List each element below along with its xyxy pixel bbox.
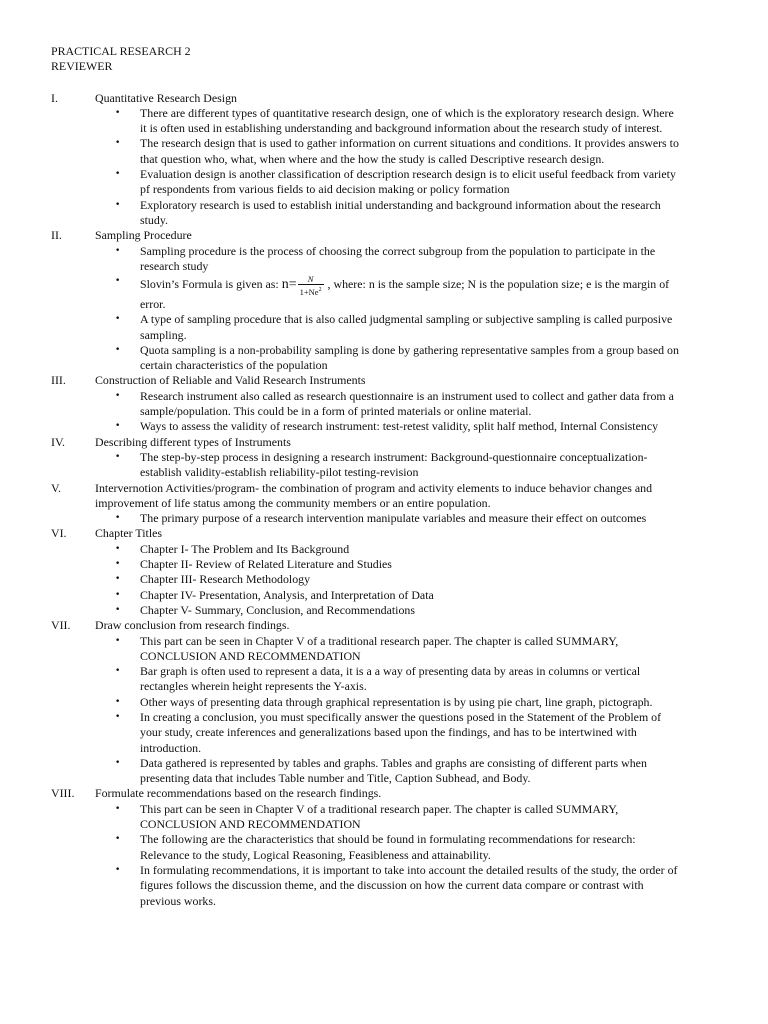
section-title: Intervernotion Activities/program- the combination of program and activity elements to induce behavior changes and improvement of life status among the community members or an entire population. xyxy=(95,480,653,510)
formula-denominator: 1+Ne xyxy=(299,286,319,297)
bullet-item: • The research design that is used to gather information on current situations and conditions. It provides answers to that question who, what, when where and the how the study is called Descriptive research design. xyxy=(140,136,682,167)
outline-section xyxy=(51,373,682,434)
bullet-list xyxy=(51,802,682,909)
outline-section xyxy=(51,435,682,481)
bullet-list xyxy=(51,450,682,481)
formula-numerator: N xyxy=(298,274,324,285)
section-numeral: V. xyxy=(51,480,62,495)
bullet-item: • Ways to assess the validity of research instrument: test-retest validity, split half method, Internal Consistency xyxy=(140,419,682,434)
bullet-item: • Chapter II- Review of Related Literature and Studies xyxy=(140,557,682,572)
section-title: Draw conclusion from research findings. xyxy=(95,618,290,633)
section-title: Describing different types of Instruments xyxy=(95,434,291,449)
bullet-item: • Chapter III- Research Methodology xyxy=(140,572,682,587)
bullet-item: • In formulating recommendations, it is important to take into account the detailed results of the study, the order of figures follows the discussion theme, and the discussion on how the current data compare or contrast with previous works. xyxy=(140,863,682,909)
bullet-item: • Sampling procedure is the process of choosing the correct subgroup from the population to participate in the research study xyxy=(140,244,682,275)
bullet-list xyxy=(51,389,682,435)
document-title xyxy=(51,44,682,75)
bullet-item: • This part can be seen in Chapter V of a traditional research paper. The chapter is called SUMMARY, CONCLUSION AND RECOMMENDATION xyxy=(140,802,682,833)
section-heading xyxy=(51,435,682,450)
slovin-formula-item xyxy=(140,274,682,312)
section-heading xyxy=(51,481,682,512)
bullet-item: • Other ways of presenting data through graphical representation is by using pie chart, line graph, pictograph. xyxy=(140,695,682,710)
formula-exponent: 2 xyxy=(318,287,322,294)
section-numeral: III. xyxy=(51,373,66,388)
outline-section xyxy=(51,526,682,618)
bullet-list xyxy=(51,106,682,228)
section-heading xyxy=(51,373,682,388)
bullet-list xyxy=(51,244,682,374)
bullet-item: • The following are the characteristics that should be found in formulating recommendations for research: Relevance to the study, Logical Reasoning, Feasibleness and attainability. xyxy=(140,832,682,863)
bullet-item: • In creating a conclusion, you must specifically answer the questions posed in the Statement of the Problem of your study, create inferences and generalizations based upon the findings, and has to be intertwined with introduction. xyxy=(140,710,682,756)
bullet-item: • The primary purpose of a research intervention manipulate variables and measure their effect on outcomes xyxy=(140,511,682,526)
bullet-item: • There are different types of quantitative research design, one of which is the exploratory research design. Where it is often used in establishing understanding and background information about the research study of interest. xyxy=(140,106,682,137)
section-numeral: I. xyxy=(51,90,58,105)
bullet-item: • This part can be seen in Chapter V of a traditional research paper. The chapter is called SUMMARY, CONCLUSION AND RECOMMENDATION xyxy=(140,634,682,665)
outline-section xyxy=(51,618,682,786)
section-heading xyxy=(51,228,682,243)
bullet-item: • Evaluation design is another classification of description research design is to elicit useful feedback from variety pf respondents from various fields to aid decision making or policy formation xyxy=(140,167,682,198)
section-title: Chapter Titles xyxy=(95,526,163,541)
formula-n-equals: n= xyxy=(281,277,297,293)
title-line-2: REVIEWER xyxy=(51,59,113,74)
section-numeral: II. xyxy=(51,228,62,243)
section-title: Quantitative Research Design xyxy=(95,90,237,105)
outline-sections xyxy=(51,91,682,909)
section-numeral: VII. xyxy=(51,618,71,633)
outline-section xyxy=(51,786,682,908)
section-numeral: VI. xyxy=(51,526,67,541)
section-heading xyxy=(51,91,682,106)
section-title: Construction of Reliable and Valid Research Instruments xyxy=(95,373,366,388)
section-numeral: IV. xyxy=(51,434,65,449)
section-heading xyxy=(51,786,682,801)
section-numeral: VIII. xyxy=(51,786,75,801)
bullet-item: • Bar graph is often used to represent a data, it is a a way of presenting data by areas in columns or vertical rectangles wherein height represents the Y-axis. xyxy=(140,664,682,695)
bullet-item: • Quota sampling is a non-probability sampling is done by gathering representative samples from a group based on certain characteristics of the population xyxy=(140,343,682,374)
section-heading xyxy=(51,618,682,633)
outline-section xyxy=(51,228,682,373)
formula-suffix: , where: n is the sample size; N is the population size; e is the margin of error. xyxy=(140,277,670,311)
title-line-1: PRACTICAL RESEARCH 2 xyxy=(51,44,191,58)
outline-section xyxy=(51,91,682,229)
section-heading xyxy=(51,526,682,541)
bullet-list xyxy=(51,511,682,526)
bullet-item: • Chapter IV- Presentation, Analysis, and Interpretation of Data xyxy=(140,588,682,603)
bullet-item: • Exploratory research is used to establish initial understanding and background information about the research study. xyxy=(140,198,682,229)
formula-fraction xyxy=(298,274,324,297)
bullet-list xyxy=(51,542,682,618)
bullet-item: • Research instrument also called as research questionnaire is an instrument used to collect and gather data from a sample/population. This could be in a form of printed materials or online material. xyxy=(140,389,682,420)
bullet-item: • The step-by-step process in designing a research instrument: Background-questionnaire conceptualization-establish validity-establish reliability-pilot testing-revision xyxy=(140,450,682,481)
section-title: Formulate recommendations based on the research findings. xyxy=(95,786,382,801)
formula-prefix: Slovin’s Formula is given as: xyxy=(140,277,282,292)
bullet-item: • Data gathered is represented by tables and graphs. Tables and graphs are consisting of different parts when presenting data that includes Table number and Title, Caption Subhead, and Body. xyxy=(140,756,682,787)
outline-section xyxy=(51,481,682,527)
bullet-item: • A type of sampling procedure that is also called judgmental sampling or subjective sampling is called purposive sampling. xyxy=(140,312,682,343)
formula-denominator-wrap xyxy=(298,285,324,297)
section-title: Sampling Procedure xyxy=(95,228,192,243)
bullet-item: • Chapter V- Summary, Conclusion, and Recommendations xyxy=(140,603,682,618)
bullet-item: • Chapter I- The Problem and Its Background xyxy=(140,542,682,557)
bullet-list xyxy=(51,634,682,787)
